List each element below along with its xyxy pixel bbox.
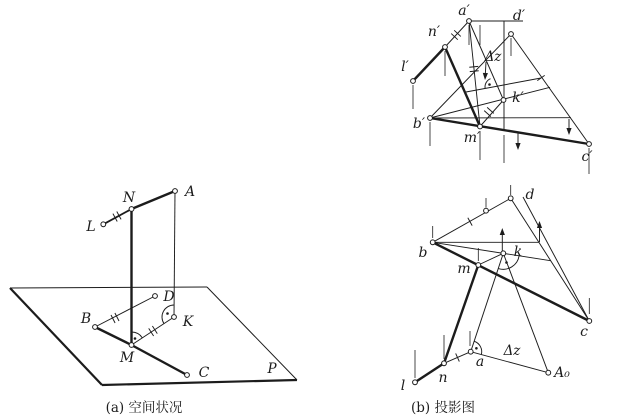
point-on-bd (484, 208, 489, 213)
label-M: M (119, 350, 135, 366)
point-d (508, 196, 513, 201)
point-D (153, 294, 158, 299)
label-l-prime: l′ (401, 59, 409, 75)
label-k-prime: k′ (512, 90, 524, 106)
label-d: d (525, 187, 535, 203)
arrow-head (483, 73, 488, 80)
label-D: D (163, 289, 175, 305)
point-l (413, 380, 418, 385)
point-m-prime (478, 124, 483, 129)
label-A: A (184, 184, 196, 200)
point-M (129, 343, 134, 348)
line-segment (413, 47, 445, 81)
label-l: l (400, 378, 406, 394)
right-angle-arc (132, 332, 143, 338)
label-delta-z-front: Δz (484, 49, 502, 65)
line-segment (444, 265, 478, 363)
line-segment (95, 327, 132, 345)
point-k-prime (501, 98, 506, 103)
label-m-prime: m′ (463, 130, 481, 146)
label-N: N (122, 190, 136, 206)
line-segment (10, 287, 207, 288)
caption-figure-b: (b) 投影图 (411, 400, 475, 416)
point-B (93, 325, 98, 330)
tick-mark (111, 315, 115, 323)
right-angle-dot (488, 83, 491, 86)
line-segment (433, 198, 511, 242)
figure-a-space (10, 184, 297, 385)
point-l-prime (411, 79, 416, 84)
point-c (587, 319, 592, 324)
tick-mark (487, 107, 494, 113)
tick-mark (469, 66, 478, 67)
tick-mark (115, 313, 119, 321)
label-k: k (513, 244, 523, 260)
label-m: m (457, 261, 471, 277)
line-segment (207, 287, 297, 380)
label-delta-z-top: Δz (503, 343, 521, 359)
label-n: n (438, 370, 448, 386)
point-C (185, 373, 190, 378)
point-A0 (546, 370, 551, 375)
figure-b-projection (401, 3, 594, 394)
label-b: b (418, 245, 428, 261)
label-b-prime: b′ (412, 116, 426, 132)
line-segment (511, 34, 589, 144)
line-segment (469, 21, 480, 127)
point-A (173, 189, 178, 194)
label-C: C (198, 365, 210, 381)
label-L: L (86, 219, 96, 235)
line-segment (471, 253, 504, 351)
line-segment (132, 191, 176, 209)
tick-mark (152, 326, 157, 334)
line-segment (430, 118, 589, 144)
line-segment (445, 21, 469, 47)
right-angle-dot (134, 337, 137, 340)
line-segment (132, 317, 175, 345)
point-d-prime (509, 32, 514, 37)
tick-mark (484, 111, 491, 117)
arrow-head (515, 143, 520, 150)
arrow-head (566, 128, 571, 135)
point-b (430, 240, 435, 245)
right-angle-dot (505, 261, 508, 264)
label-K: K (182, 314, 194, 330)
label-P: P (267, 361, 277, 377)
label-d-prime: d′ (512, 8, 526, 24)
point-n (442, 361, 447, 366)
label-c-prime: c′ (581, 149, 593, 165)
point-c-prime (587, 142, 592, 147)
label-B: B (80, 311, 92, 327)
line-segment (132, 345, 188, 375)
right-angle-dot (475, 347, 478, 350)
point-L (101, 222, 106, 227)
tick-mark (149, 328, 154, 336)
point-b-prime (428, 116, 433, 121)
point-a (468, 349, 473, 354)
arrow-head (500, 228, 505, 235)
label-c: c (580, 324, 588, 340)
label-n-prime: n′ (427, 24, 441, 40)
line-segment (10, 288, 102, 385)
line-segment (511, 198, 590, 321)
label-a: a (475, 354, 485, 370)
label-a-prime: a′ (458, 3, 470, 19)
point-N (129, 207, 134, 212)
line-segment (466, 78, 541, 92)
right-angle-dot (166, 312, 169, 315)
point-a-prime (467, 19, 472, 24)
point-n-prime (443, 45, 448, 50)
line-segment (445, 47, 480, 127)
point-K (172, 315, 177, 320)
caption-figure-a: (a) 空间状况 (105, 400, 183, 416)
line-segment (103, 209, 131, 224)
tick-mark (470, 71, 479, 72)
label-A0: A₀ (554, 365, 570, 381)
line-segment (523, 197, 589, 321)
line-segment (430, 87, 550, 118)
point-k (501, 251, 506, 256)
point-m (476, 263, 481, 268)
line-segment (95, 296, 155, 327)
